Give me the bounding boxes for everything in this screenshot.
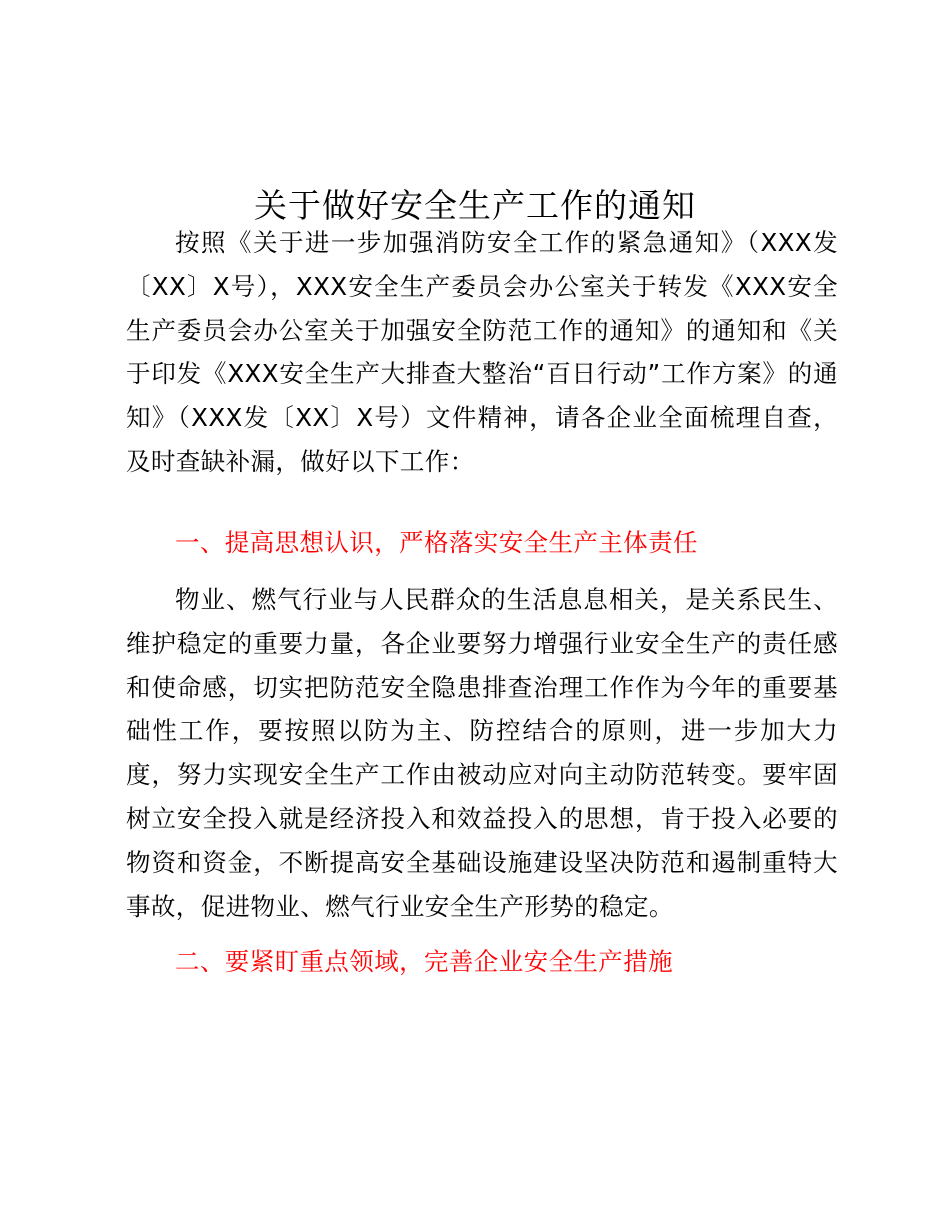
section-heading-1: 一、提高思想认识，严格落实安全生产主体责任 [175, 528, 698, 557]
section-heading-2: 二、要紧盯重点领域，完善企业安全生产措施 [175, 947, 673, 976]
intro-paragraph: 按照《关于进一步加强消防安全工作的紧急通知》（XXX发〔XX〕X号），XXX安全生产委员会办公室关于转发《XXX安全生产委员会办公室关于加强安全防范工作的通知》的通知和《关于印发《XXX安全生产大排查大整治“百日行动”工作方案》的通知》（XXX发〔XX〕X号）文件精神，请各企业全面梳理自查，及时查缺补漏，做好以下工作： [126, 228, 838, 476]
section-body-1: 物业、燃气行业与人民群众的生活息息相关，是关系民生、维护稳定的重要力量，各企业要努力增强行业安全生产的责任感和使命感，切实把防范安全隐患排查治理工作作为今年的重要基础性工作，要按照以防为主、防控结合的原则，进一步加大力度，努力实现安全生产工作由被动应对向主动防范转变。要牢固树立安全投入就是经济投入和效益投入的思想，肯于投入必要的物资和资金，不断提高安全基础设施建设坚决防范和遏制重特大事故，促进物业、燃气行业安全生产形势的稳定。 [126, 585, 838, 921]
document-title: 关于做好安全生产工作的通知 [254, 186, 696, 225]
